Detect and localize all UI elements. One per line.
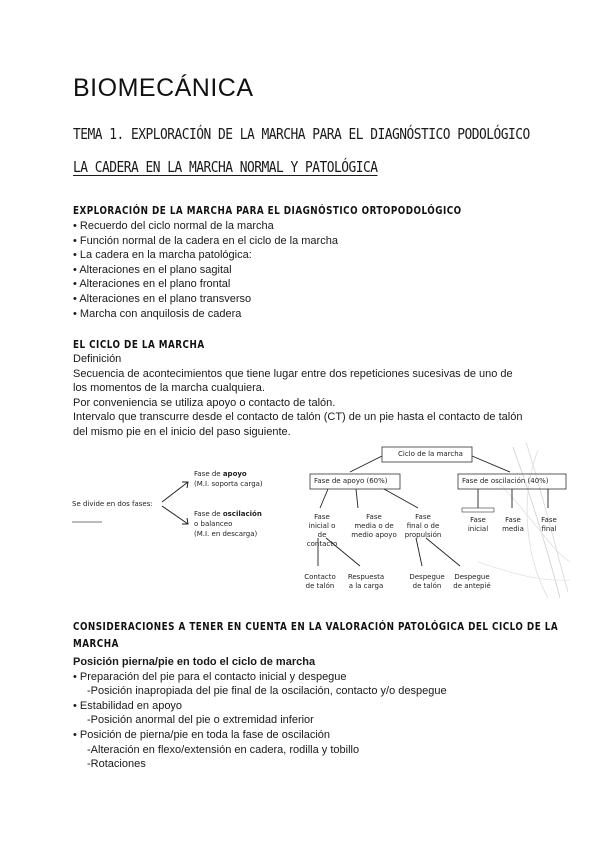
oscilacion-note: (M.I. en descarga) bbox=[194, 530, 258, 538]
sub-item: -Alteración en flexo/extensión en cadera, rodilla y tobillo bbox=[87, 743, 360, 756]
tree-fase-media-osc: Fase media bbox=[502, 516, 524, 533]
consideraciones-heading-2: MARCHA bbox=[73, 637, 119, 650]
tree-fase-inicial-osc: Fase inicial bbox=[467, 516, 489, 533]
ciclo-line: Secuencia de acontecimientos que tiene lugar entre dos repeticiones sucesivas de uno de bbox=[73, 367, 513, 380]
tree-root: Ciclo de la marcha bbox=[398, 450, 463, 458]
ciclo-line: del mismo pie en el inicio del paso siguiente. bbox=[73, 425, 291, 438]
gait-phases-diagram bbox=[60, 460, 280, 550]
tree-apoyo: Fase de apoyo (60%) bbox=[314, 477, 388, 485]
sub-item: -Posición inapropiada del pie final de la oscilación, contacto y/o despegue bbox=[87, 685, 447, 698]
leaf-contacto-talon: Contacto de talón bbox=[304, 573, 336, 590]
tema-title: TEMA 1. EXPLORACIÓN DE LA MARCHA PARA EL DIAGNÓSTICO PODOLÓGICO bbox=[73, 125, 530, 143]
tree-fase-media-apoyo: Fase media o de medio apoyo bbox=[351, 513, 397, 539]
ciclo-line: los momentos de la marcha cualquiera. bbox=[73, 382, 265, 395]
ciclo-line: Intervalo que transcurre desde el contacto de talón (CT) de un pie hasta el contacto de talón bbox=[73, 411, 523, 424]
tree-fase-final-osc: Fase final bbox=[541, 516, 557, 533]
tree-fase-inicial-apoyo: Fase inicial o de contacto bbox=[306, 513, 338, 548]
sub-item: -Rotaciones bbox=[87, 758, 146, 771]
ciclo-text bbox=[73, 352, 522, 440]
sub-item: -Posición anormal del pie o extremidad inferior bbox=[87, 714, 314, 727]
leaf-respuesta-carga: Respuesta a la carga bbox=[347, 573, 385, 590]
bullet-item: • Estabilidad en apoyo bbox=[73, 699, 183, 712]
exploracion-heading: EXPLORACIÓN DE LA MARCHA PARA EL DIAGNÓSTICO ORTOPODOLÓGICO bbox=[73, 204, 462, 217]
bullet-item: • Posición de pierna/pie en toda la fase de oscilación bbox=[73, 728, 331, 741]
apoyo-label: Fase de apoyo bbox=[194, 470, 247, 478]
consideraciones-body bbox=[73, 655, 447, 772]
leaf-despegue-antepie: Despegue de antepié bbox=[453, 573, 491, 590]
tree-oscilacion: Fase de oscilación (40%) bbox=[462, 477, 549, 485]
leaf-despegue-talon: Despegue de talón bbox=[409, 573, 445, 590]
ciclo-heading: EL CICLO DE LA MARCHA bbox=[73, 338, 205, 351]
bullet-item: • Preparación del pie para el contacto inicial y despegue bbox=[73, 670, 347, 683]
ciclo-line: Por conveniencia se utiliza apoyo o contacto de talón. bbox=[73, 396, 336, 409]
page-title: BIOMECÁNICA bbox=[73, 74, 254, 102]
gait-cycle-tree bbox=[298, 442, 570, 598]
subtitle: LA CADERA EN LA MARCHA NORMAL Y PATOLÓGICA bbox=[73, 158, 378, 176]
list-item: • Alteraciones en el plano sagital bbox=[73, 263, 338, 278]
list-item: • Marcha con anquilosis de cadera bbox=[73, 307, 338, 322]
consideraciones-sub: Posición pierna/pie en todo el ciclo de marcha bbox=[73, 656, 316, 668]
list-item: • Función normal de la cadera en el ciclo de la marcha bbox=[73, 234, 338, 249]
list-item: • Alteraciones en el plano frontal bbox=[73, 277, 338, 292]
diagram-root: Se divide en dos fases: bbox=[72, 500, 153, 508]
list-item: • Alteraciones en el plano transverso bbox=[73, 292, 338, 307]
oscilacion-label: Fase de oscilación bbox=[194, 510, 262, 518]
tree-fase-final-apoyo: Fase final o de propulsión bbox=[404, 513, 442, 539]
apoyo-note: (M.I. soporta carga) bbox=[194, 480, 263, 488]
list-item: • La cadera en la marcha patológica: bbox=[73, 248, 338, 263]
definicion-label: Definición bbox=[73, 353, 122, 365]
oscilacion-line2: o balanceo bbox=[194, 520, 233, 528]
exploracion-list bbox=[73, 219, 338, 321]
list-item: • Recuerdo del ciclo normal de la marcha bbox=[73, 219, 338, 234]
consideraciones-heading-1: CONSIDERACIONES A TENER EN CUENTA EN LA VALORACIÓN PATOLÓGICA DEL CICLO DE LA bbox=[73, 620, 559, 633]
